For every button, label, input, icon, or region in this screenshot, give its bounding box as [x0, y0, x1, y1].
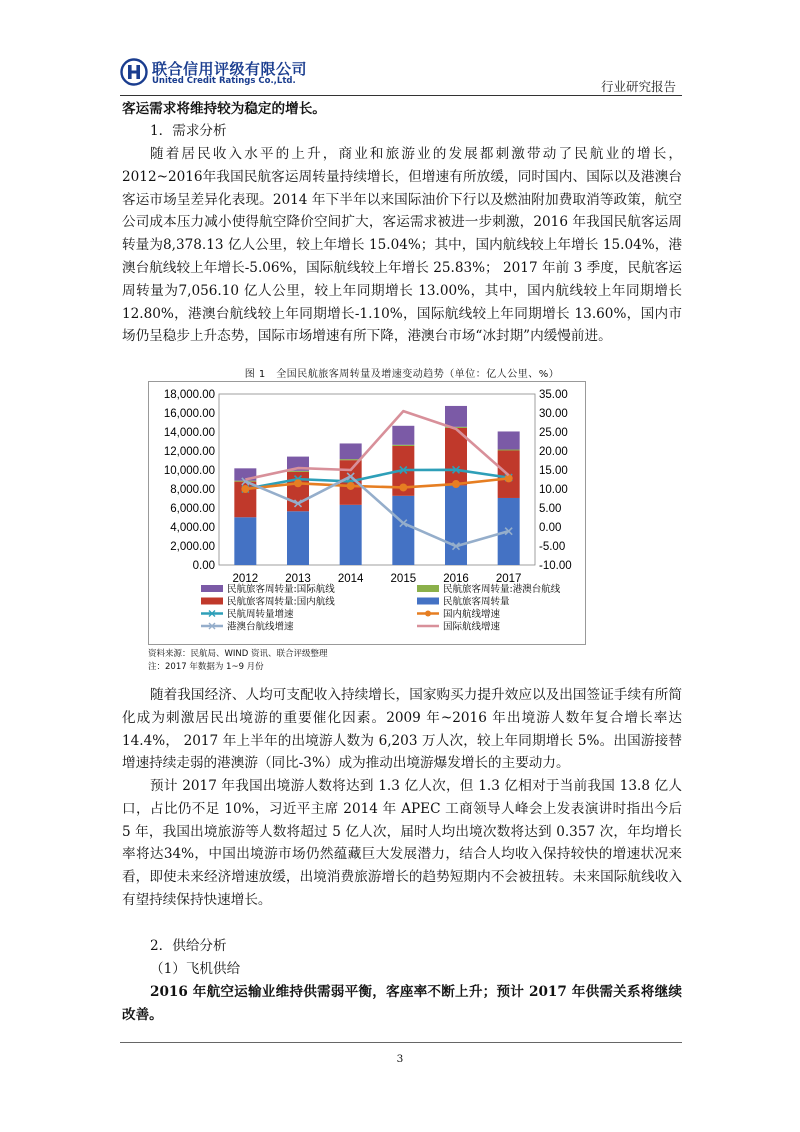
left-axis-tick-label: 0.00 — [192, 560, 215, 572]
left-axis-tick-label: 14,000.00 — [163, 427, 215, 439]
legend-label: 国内航线增速 — [443, 609, 501, 620]
line-point-marker — [294, 479, 302, 487]
bar-segment — [498, 431, 520, 449]
bar-segment — [498, 450, 520, 451]
left-axis-tick-label: 4,000.00 — [170, 522, 215, 534]
left-axis-tick-label: 8,000.00 — [170, 484, 215, 496]
legend-swatch-marker — [425, 611, 431, 617]
company-logo — [120, 58, 420, 90]
bar-segment — [392, 426, 414, 445]
bar-segment — [340, 505, 362, 565]
line-point-marker — [241, 485, 249, 493]
legend-swatch — [201, 585, 223, 592]
x-axis-tick-label: 2012 — [232, 573, 259, 585]
x-axis-tick-label: 2016 — [443, 573, 469, 585]
chart-container — [148, 381, 586, 645]
bar-segment — [340, 443, 362, 459]
right-axis-tick-label: 5.00 — [539, 503, 562, 515]
legend-label: 民航周转量增速 — [227, 609, 294, 620]
left-axis-tick-label: 6,000.00 — [170, 503, 215, 515]
figure-title: 图 1 全国民航旅客周转量及增速变动趋势（单位：亿人公里、%） — [244, 369, 560, 380]
bar-segment — [234, 517, 256, 565]
company-name-cn: 联合信用评级有限公司 — [152, 60, 308, 78]
right-axis-tick-label: 0.00 — [539, 522, 562, 534]
legend-label: 民航旅客周转量 — [443, 596, 510, 608]
chart — [149, 382, 585, 644]
lead-sentence: 客运需求将维持较为稳定的增长。 — [122, 101, 326, 117]
line-point-marker — [452, 480, 460, 488]
left-axis-tick-label: 18,000.00 — [163, 389, 215, 401]
paragraph-supply: 2016 年航空运输业维持供需弱平衡，客座率不断上升；预计 2017 年供需关系将继续改善。 — [122, 984, 682, 1023]
series-line — [245, 411, 508, 479]
legend-swatch — [201, 598, 223, 605]
left-axis-tick-label: 2,000.00 — [170, 541, 215, 553]
right-axis-tick-label: 20.00 — [539, 446, 568, 458]
legend-label: 民航旅客周转量:国内航线 — [227, 596, 335, 608]
x-axis-tick-label: 2014 — [337, 573, 364, 585]
paragraph-forecast: 预计 2017 年我国出境游人数将达到 1.3 亿人次，但 1.3 亿相对于当前我国 13.8 亿人口，占比仍不足 10%，习近平主席 2014 年 APEC 工商领导人峰会上发表演讲时指出今后 5 年，我国出境旅游等人数将超过 5 亿人次，届时人均出境次数将达到 0.357 次，年均增长率将达34%，中国出境游市场仍然蕴藏巨大发展潜力，结合人均收入保持较快的增速状况来看，即使未来经济增速放缓，出境消费旅游增长的趋势短期内不会被扭转。未来国际航线收入有望持续保持快速增长。 — [122, 778, 682, 908]
bar-segment — [392, 496, 414, 565]
bar-segment — [445, 406, 467, 427]
bar-segment — [445, 485, 467, 565]
paragraph-demand: 随着居民收入水平的上升，商业和旅游业的发展都刺激带动了民航业的增长，2012~2016年我国民航客运周转量持续增长，但增速有所放缓，同时国内、国际以及港澳台客运市场呈差异化表现。2014 年下半年以来国际油价下行以及燃油附加费取消等政策，航空公司成本压力减小使得航空降价空间扩大，客运需求被进一步刺激，2016 年我国民航客运周转量为8,378.13 亿人公里，较上年增长 15.04%；其中，国内航线较上年增长 15.04%，港澳台航线较上年增长-5.06%，国际航线较上年增长 25.83%； 2017 年前 3 季度，民航客运周转量为7,056.10 亿人公里，较上年同期增长 13.00%，其中，国内航线较上年同期增长 12.80%，港澳台航线较上年同期增长-1.10%，国际航线较上年同期增长 13.60%，国内市场仍呈稳步上升态势，国际市场增速有所下降，港澳台市场“冰封期”内缓慢前进。 — [122, 146, 682, 345]
right-axis-tick-label: 35.00 — [539, 389, 568, 401]
page-number: 3 — [396, 1053, 404, 1065]
figure-source: 资料来源：民航局、WIND 资讯、联合评级整理 — [148, 649, 328, 659]
legend-label: 国际航线增速 — [443, 621, 501, 633]
left-axis-tick-label: 12,000.00 — [163, 446, 215, 458]
subsection-heading: （1）飞机供给 — [150, 961, 241, 977]
company-logo-icon — [120, 58, 148, 86]
line-point-marker — [505, 474, 513, 482]
x-axis-tick-label: 2015 — [390, 573, 417, 585]
section1-heading: 1．需求分析 — [150, 123, 227, 139]
header-divider — [120, 95, 682, 96]
legend-swatch — [417, 598, 439, 605]
x-axis-tick-label: 2017 — [495, 573, 522, 585]
legend-swatch — [417, 585, 439, 592]
paragraph-outbound-travel: 随着我国经济、人均可支配收入持续增长，国家购买力提升效应以及出国签证手续有所简化成为刺激居民出境游的重要催化因素。2009 年~2016 年出境游人数年复合增长率达14.4%， 2017 年上半年的出境游人数为 6,203 万人次，较上年同期增长 5%。出国游接替增速持续走弱的港澳游（同比-3%）成为推动出境游爆发增长的主要动力。 — [122, 687, 682, 772]
right-axis-tick-label: 30.00 — [539, 408, 568, 420]
report-type: 行业研究报告 — [600, 79, 676, 94]
right-axis-tick-label: -5.00 — [539, 541, 566, 553]
footer-divider — [120, 1042, 682, 1043]
right-axis-tick-label: -10.00 — [539, 560, 572, 572]
legend-label: 民航旅客周转量:国际航线 — [227, 584, 335, 595]
line-point-marker — [399, 483, 407, 491]
x-axis-tick-label: 2013 — [285, 573, 311, 585]
section2-heading: 2．供给分析 — [150, 938, 227, 954]
bar-segment — [287, 511, 309, 565]
left-axis-tick-label: 10,000.00 — [163, 465, 215, 477]
line-point-marker — [347, 482, 355, 490]
bar-segment — [392, 445, 414, 446]
bar-segment — [287, 472, 309, 511]
right-axis-tick-label: 10.00 — [539, 484, 568, 496]
right-axis-tick-label: 15.00 — [539, 465, 568, 477]
company-name-en: United Credit Ratings Co.,Ltd. — [152, 76, 296, 86]
legend-label: 港澳台航线增速 — [227, 621, 294, 633]
left-axis-tick-label: 16,000.00 — [163, 408, 215, 420]
right-axis-tick-label: 25.00 — [539, 427, 568, 439]
series-line — [245, 478, 508, 489]
legend-label: 民航旅客周转量:港澳台航线 — [443, 584, 561, 595]
figure-note: 注：2017 年数据为 1~9 月份 — [148, 662, 264, 672]
